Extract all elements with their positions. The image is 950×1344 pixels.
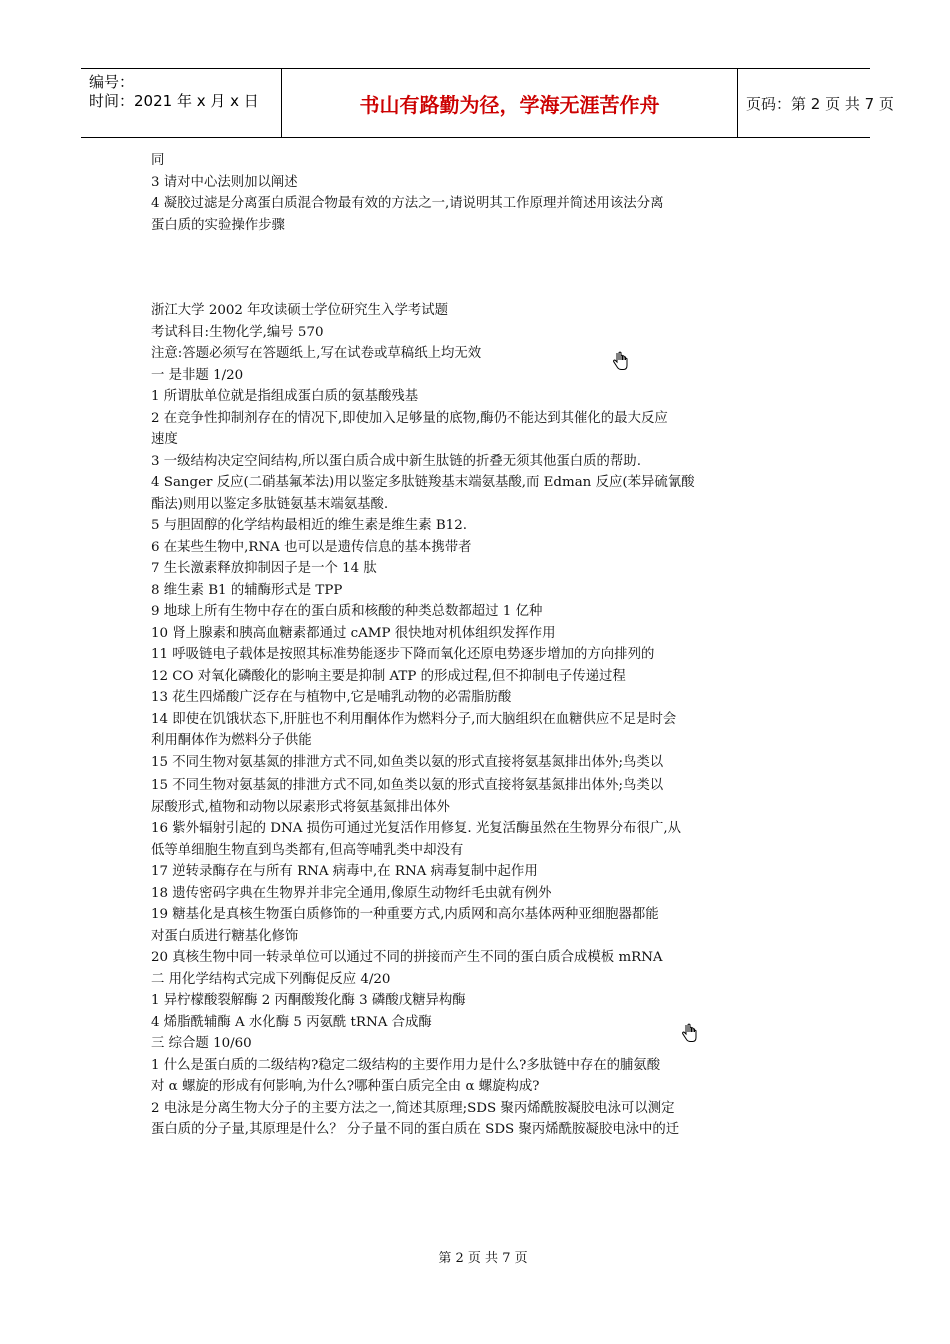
text-line: 15 不同生物对氨基氮的排泄方式不同,如鱼类以氨的形式直接将氨基氮排出体外;鸟类以 xyxy=(151,754,664,770)
document-time-label: 时间：2021 年 x 月 x 日 xyxy=(89,92,259,110)
document-id-label: 编号： xyxy=(89,73,135,91)
text-line: 尿酸形式,植物和动物以尿素形式将氨基氮排出体外 xyxy=(151,799,450,815)
text-line: 7 生长激素释放抑制因子是一个 14 肽 xyxy=(151,561,377,576)
text-line: 对 α 螺旋的形成有何影响,为什么?哪种蛋白质完全由 α 螺旋构成? xyxy=(151,1079,540,1094)
text-line: 5 与胆固醇的化学结构最相近的维生素是维生素 B12. xyxy=(151,518,467,533)
text-line: 同 xyxy=(151,153,165,168)
text-line: 1 异柠檬酸裂解酶 2 丙酮酸羧化酶 3 磷酸戊糖异构酶 xyxy=(151,993,466,1008)
text-line: 利用酮体作为燃料分子供能 xyxy=(151,733,312,748)
text-line: 3 请对中心法则加以阐述 xyxy=(151,174,298,190)
text-line: 对蛋白质进行糖基化修饰 xyxy=(151,928,299,944)
document-header xyxy=(81,68,894,138)
text-line: 20 真核生物中同一转录单位可以通过不同的拼接而产生不同的蛋白质合成模板 mRNA xyxy=(151,950,663,965)
text-line: 11 呼吸链电子载体是按照其标准势能逐步下降而氧化还原电势逐步增加的方向排列的 xyxy=(151,647,655,662)
section-heading: 一 是非题 1/20 xyxy=(151,367,244,383)
text-line: 速度 xyxy=(151,432,178,447)
text-line: 蛋白质的实验操作步骤 xyxy=(151,217,285,233)
document-body xyxy=(151,150,731,1141)
text-line: 13 花生四烯酸广泛存在与植物中,它是哺乳动物的必需脂肪酸 xyxy=(151,690,512,705)
text-line: 14 即使在饥饿状态下,肝脏也不利用酮体作为燃料分子,而大脑组织在血糖供应不足是时会 xyxy=(151,711,677,727)
section-heading: 二 用化学结构式完成下列酶促反应 4/20 xyxy=(151,971,391,987)
text-line: 1 所谓肽单位就是指组成蛋白质的氨基酸残基 xyxy=(151,389,419,404)
text-line: 17 逆转录酶存在与所有 RNA 病毒中,在 RNA 病毒复制中起作用 xyxy=(151,864,538,879)
text-line: 16 紫外辐射引起的 DNA 损伤可通过光复活作用修复. 光复活酶虽然在生物界分布很广,从 xyxy=(151,821,681,836)
page-footer: 第 2 页 共 7 页 xyxy=(438,1251,528,1266)
hand-cursor-icon xyxy=(680,1023,698,1043)
previous-section-tail xyxy=(151,150,731,236)
header-page-cell xyxy=(738,69,894,137)
text-line: 4 Sanger 反应(二硝基氟苯法)用以鉴定多肽链羧基末端氨基酸,而 Edman 反应(苯异硫氰酸 xyxy=(151,475,695,490)
text-line: 4 凝胶过滤是分离蛋白质混合物最有效的方法之一,请说明其工作原理并简述用该法分离 xyxy=(151,196,664,211)
text-line: 18 遗传密码字典在生物界并非完全通用,像原生动物纤毛虫就有例外 xyxy=(151,885,552,901)
text-line: 6 在某些生物中,RNA 也可以是遗传信息的基本携带者 xyxy=(151,539,472,555)
text-line: 酯法)则用以鉴定多肽链氨基末端氨基酸. xyxy=(151,496,389,512)
exam-section xyxy=(151,300,731,1141)
text-line: 12 CO 对氧化磷酸化的影响主要是抑制 ATP 的形成过程,但不抑制电子传递过程 xyxy=(151,668,626,684)
hand-cursor-icon xyxy=(611,351,629,371)
exam-title: 浙江大学 2002 年攻读硕士学位研究生入学考试题 xyxy=(151,303,449,318)
text-line: 蛋白质的分子量,其原理是什么？ 分子量不同的蛋白质在 SDS 聚丙烯酰胺凝胶电泳中的迁 xyxy=(151,1122,680,1137)
header-meta-cell xyxy=(81,69,281,137)
header-motto: 书山有路勤为径，学海无涯苦作舟 xyxy=(359,92,660,117)
text-line: 2 电泳是分离生物大分子的主要方法之一,简述其原理;SDS 聚丙烯酰胺凝胶电泳可以测定 xyxy=(151,1100,675,1116)
text-line: 10 肾上腺素和胰高血糖素都通过 cAMP 很快地对机体组织发挥作用 xyxy=(151,625,556,641)
text-line: 3 一级结构决定空间结构,所以蛋白质合成中新生肽链的折叠无须其他蛋白质的帮助. xyxy=(151,453,641,469)
text-line: 15 不同生物对氨基氮的排泄方式不同,如鱼类以氨的形式直接将氨基氮排出体外;鸟类以 xyxy=(151,778,664,793)
text-line: 4 烯脂酰辅酶 A 水化酶 5 丙氨酰 tRNA 合成酶 xyxy=(151,1014,432,1030)
exam-notice: 注意:答题必须写在答题纸上,写在试卷或草稿纸上均无效 xyxy=(151,346,482,361)
text-line: 低等单细胞生物直到鸟类都有,但高等哺乳类中却没有 xyxy=(151,842,464,858)
header-page-code: 页码：第 2 页 共 7 页 xyxy=(746,94,894,113)
text-line: 19 糖基化是真核生物蛋白质修饰的一种重要方式,内质网和高尔基体两种亚细胞器都能 xyxy=(151,907,659,922)
exam-subject: 考试科目:生物化学,编号 570 xyxy=(151,324,324,340)
section-heading: 三 综合题 10/60 xyxy=(151,1036,252,1051)
text-line: 2 在竞争性抑制剂存在的情况下,即使加入足够量的底物,酶仍不能达到其催化的最大反应 xyxy=(151,410,668,426)
text-line: 1 什么是蛋白质的二级结构?稳定二级结构的主要作用力是什么?多肽链中存在的脯氨酸 xyxy=(151,1057,661,1073)
header-motto-cell xyxy=(281,69,738,137)
text-line: 8 维生素 B1 的辅酶形式是 TPP xyxy=(151,582,343,598)
text-line: 9 地球上所有生物中存在的蛋白质和核酸的种类总数都超过 1 亿种 xyxy=(151,604,543,619)
